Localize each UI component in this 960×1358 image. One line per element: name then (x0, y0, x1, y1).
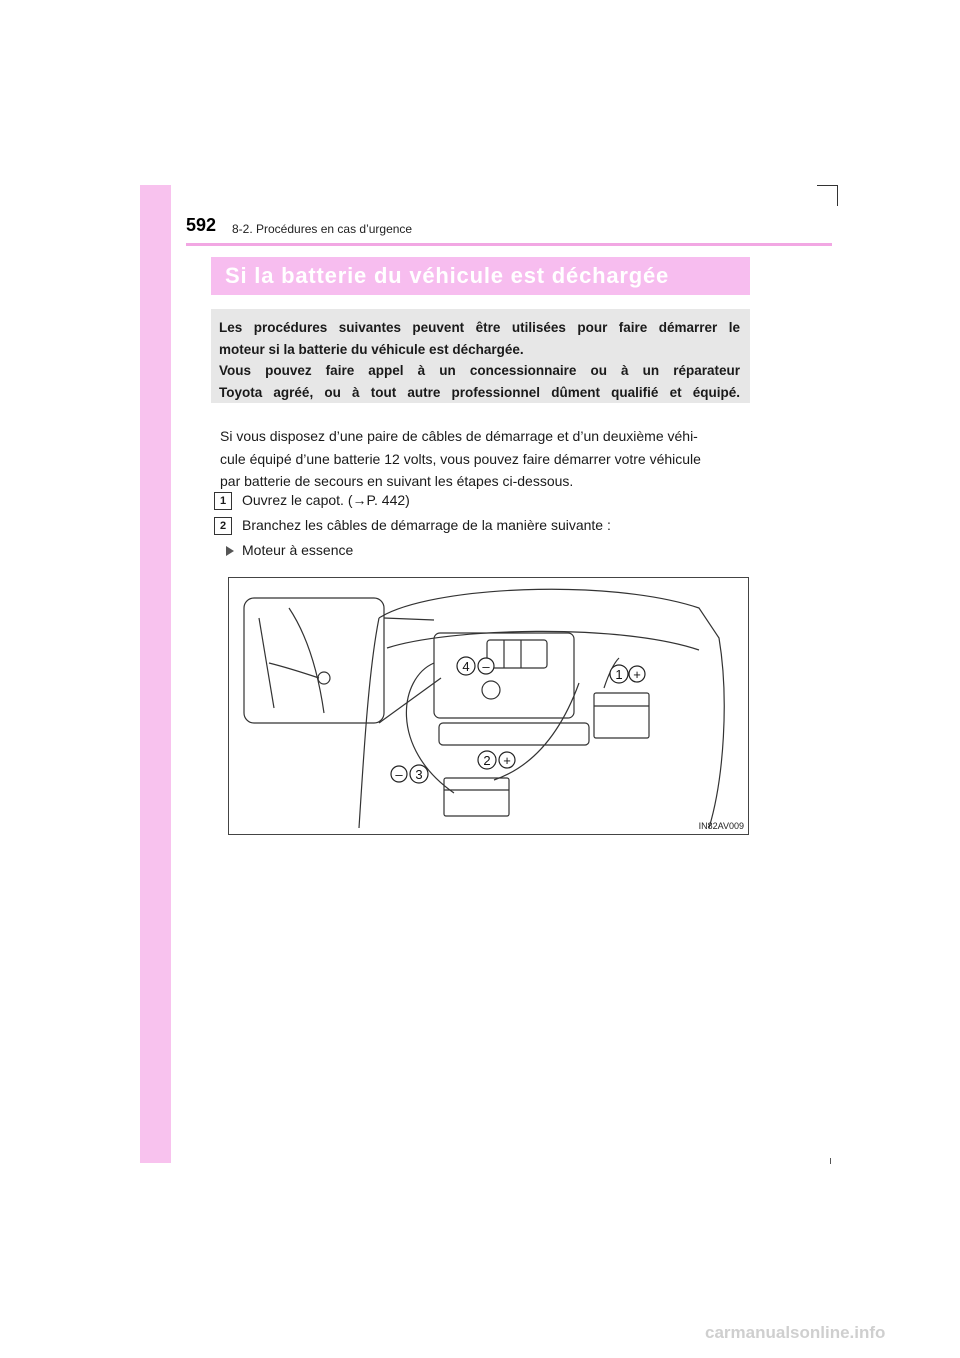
callout-4-sign: – (482, 659, 490, 674)
crop-tick (830, 1158, 831, 1164)
sidebar-tab (140, 185, 171, 1163)
callout-2-label: 2 (483, 753, 491, 768)
watermark-text: carmanualsonline.info (705, 1323, 886, 1342)
step-text: Ouvrez le capot. (→P. 442) (242, 492, 410, 508)
header-divider (186, 243, 832, 246)
jump-start-illustration (228, 577, 749, 835)
step-number-badge: 1 (214, 492, 232, 510)
triangle-bullet-icon (226, 546, 234, 556)
sub-item-label: Moteur à essence (242, 542, 354, 558)
engine-bay-drawing (229, 578, 750, 836)
intro-line: Vous pouvez faire appel à un concessionnaire ou à un réparateur (219, 363, 740, 378)
intro-box (211, 309, 750, 403)
sub-item-gasoline (226, 542, 353, 558)
intro-line: Toyota agréé, ou à tout autre professionnel dûment qualifié et équipé. (219, 384, 740, 400)
callout-2-sign: + (503, 753, 511, 768)
step-number-badge: 2 (214, 517, 232, 535)
section-title: Si la batterie du véhicule est déchargée (225, 263, 670, 288)
callout-1-label: 1 (615, 667, 623, 682)
crop-mark (817, 185, 838, 206)
body-line: Si vous disposez d’une paire de câbles de démarrage et d’un deuxième véhi- (220, 428, 698, 444)
callout-3-label: 3 (415, 767, 423, 782)
callout-3-sign: – (395, 767, 403, 782)
figure-code: IN82AV009 (698, 821, 744, 831)
step-text: Branchez les câbles de démarrage de la manière suivante : (242, 517, 611, 533)
body-paragraph (220, 425, 748, 493)
callout-1-sign: + (633, 667, 641, 682)
intro-line: Les procédures suivantes peuvent être utilisées pour faire démarrer le (219, 320, 740, 335)
callout-4-label: 4 (462, 659, 470, 674)
section-title-bar (211, 257, 750, 295)
body-line: cule équipé d’une batterie 12 volts, vous pouvez faire démarrer votre véhicule (220, 450, 701, 467)
section-reference: 8-2. Procédures en cas d’urgence (232, 222, 413, 236)
body-line: par batterie de secours en suivant les étapes ci-dessous. (220, 473, 574, 489)
page-number: 592 (186, 215, 217, 235)
intro-line: moteur si la batterie du véhicule est déchargée. (219, 341, 524, 357)
